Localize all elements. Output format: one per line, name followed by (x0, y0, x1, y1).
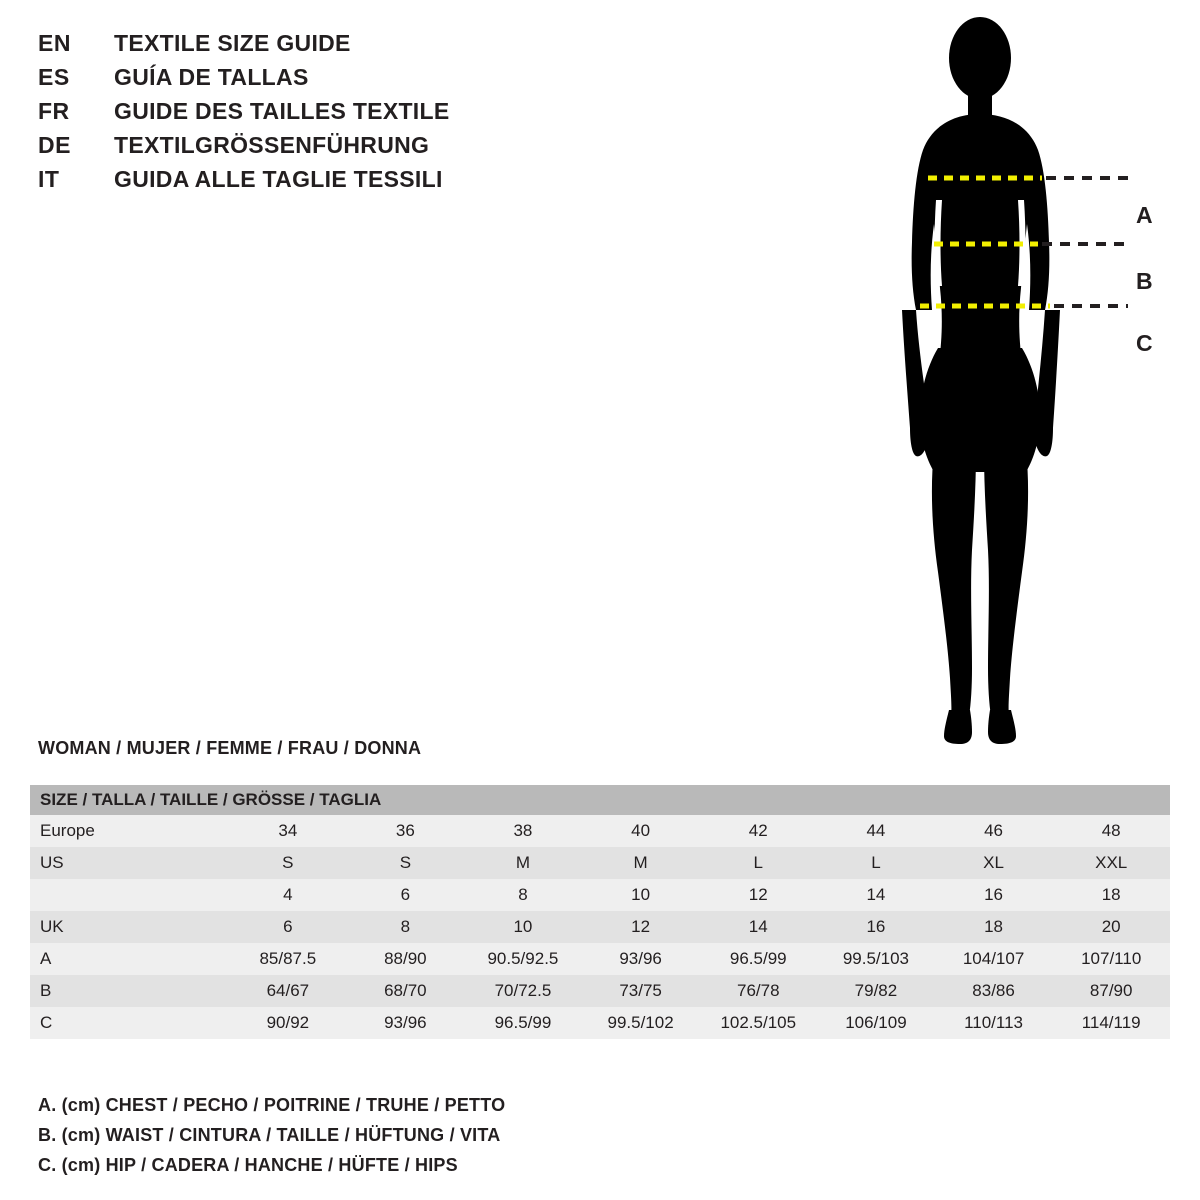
marker-label-a: A (1136, 202, 1153, 228)
cell-value: 14 (748, 917, 768, 936)
table-row (30, 943, 1170, 975)
cell-value: 16 (866, 917, 886, 936)
cell-value: 48 (1101, 821, 1121, 840)
cell-value: XL (983, 853, 1004, 872)
cell-value: 4 (283, 885, 293, 904)
table-header-row (30, 785, 1170, 815)
language-row (38, 132, 598, 166)
cell-value: 90.5/92.5 (487, 949, 559, 968)
language-code: ES (38, 64, 70, 90)
cell-value: 38 (513, 821, 533, 840)
cell-value: 10 (513, 917, 533, 936)
language-title: GUIDA ALLE TAGLIE TESSILI (114, 166, 443, 192)
legend-hip: C. (cm) HIP / CADERA / HANCHE / HÜFTE / HIPS (38, 1155, 458, 1175)
cell-value: 107/110 (1081, 949, 1142, 968)
cell-value: 8 (400, 917, 411, 936)
row-label: UK (40, 917, 64, 936)
marker-label-c: C (1136, 330, 1153, 356)
cell-value: 18 (984, 917, 1004, 936)
cell-value: L (871, 853, 881, 872)
cell-value: 88/90 (384, 949, 427, 968)
cell-value: 40 (631, 821, 651, 840)
cell-value: 70/72.5 (494, 981, 552, 1000)
language-title: GUIDE DES TAILLES TEXTILE (114, 98, 450, 124)
cell-value: 46 (984, 821, 1004, 840)
language-title: TEXTILE SIZE GUIDE (114, 30, 351, 56)
cell-value: S (282, 853, 294, 872)
cell-value: 96.5/99 (729, 949, 787, 968)
cell-value: 76/78 (736, 981, 780, 1000)
cell-value: 83/86 (972, 981, 1015, 1000)
cell-value: L (753, 853, 763, 872)
cell-value: 99.5/102 (607, 1013, 674, 1032)
table-header-label: SIZE / TALLA / TAILLE / GRÖSSE / TAGLIA (30, 785, 1170, 815)
table-row (30, 975, 1170, 1007)
cell-value: 96.5/99 (494, 1013, 552, 1032)
language-title: TEXTILGRÖSSENFÜHRUNG (114, 132, 430, 158)
row-label: B (40, 981, 52, 1000)
row-label (30, 879, 229, 911)
cell-value: 106/109 (845, 1013, 907, 1032)
table-row (30, 847, 1170, 879)
cell-value: 34 (278, 821, 298, 840)
cell-value: 104/107 (962, 949, 1025, 968)
language-row (38, 98, 598, 132)
cell-value: 90/92 (266, 1013, 310, 1032)
cell-value: 93/96 (619, 949, 662, 968)
cell-value: 8 (518, 885, 528, 904)
size-chart-table (30, 785, 1170, 1039)
cell-value: 20 (1101, 917, 1121, 936)
cell-value: 73/75 (619, 981, 662, 1000)
cell-value: 110/113 (964, 1013, 1024, 1032)
table-row (30, 1007, 1170, 1039)
language-code: DE (38, 132, 71, 158)
language-row (38, 64, 598, 98)
cell-value: 44 (866, 821, 886, 840)
cell-value: 79/82 (854, 981, 898, 1000)
marker-label-b: B (1136, 268, 1153, 294)
cell-value: 6 (400, 885, 411, 904)
row-label: US (40, 853, 64, 872)
cell-value: 68/70 (384, 981, 427, 1000)
table-row (30, 815, 1170, 847)
cell-value: M (633, 853, 648, 872)
legend-waist: B. (cm) WAIST / CINTURA / TAILLE / HÜFTUNG / VITA (38, 1125, 501, 1145)
cell-value: XXL (1095, 853, 1128, 872)
language-row (38, 30, 598, 64)
cell-value: 18 (1101, 885, 1121, 904)
cell-value: S (399, 853, 412, 872)
language-row (38, 166, 598, 200)
cell-value: 14 (866, 885, 886, 904)
table-row (30, 911, 1170, 943)
cell-value: 12 (748, 885, 768, 904)
language-code: FR (38, 98, 70, 124)
legend-chest: A. (cm) CHEST / PECHO / POITRINE / TRUHE / PETTO (38, 1095, 506, 1115)
row-label: C (40, 1013, 53, 1032)
measurement-figure (850, 10, 1190, 750)
cell-value: 12 (631, 917, 651, 936)
table-row (30, 879, 1170, 911)
cell-value: 85/87.5 (259, 949, 317, 968)
language-code: IT (38, 166, 60, 192)
language-code: EN (38, 30, 71, 56)
cell-value: 64/67 (266, 981, 310, 1000)
cell-value: 93/96 (384, 1013, 427, 1032)
cell-value: 42 (748, 821, 768, 840)
cell-value: 87/90 (1089, 981, 1133, 1000)
cell-value: 6 (283, 917, 293, 936)
cell-value: 36 (395, 821, 415, 840)
cell-value: 16 (984, 885, 1004, 904)
cell-value: 114/119 (1081, 1013, 1141, 1032)
language-title: GUÍA DE TALLAS (114, 64, 309, 90)
cell-value: M (515, 853, 531, 872)
woman-silhouette-icon (850, 10, 1190, 750)
language-title-block (38, 30, 598, 200)
row-label: A (40, 949, 52, 968)
measurement-legend (38, 1090, 738, 1180)
table-section-label: WOMAN / MUJER / FEMME / FRAU / DONNA (38, 738, 422, 758)
cell-value: 99.5/103 (842, 949, 910, 968)
cell-value: 10 (631, 885, 651, 904)
cell-value: 102.5/105 (720, 1013, 797, 1032)
row-label: Europe (40, 821, 95, 840)
